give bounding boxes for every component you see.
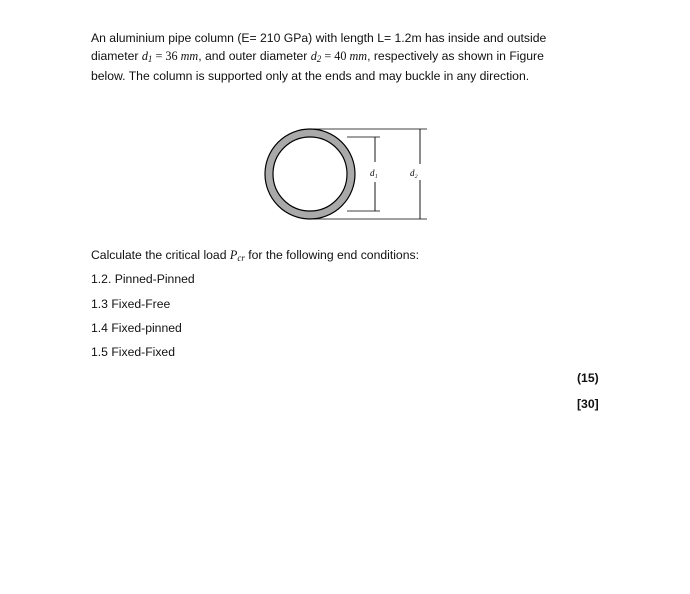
inner-diameter-formula: $d_1 = 36$ mm [141, 48, 199, 64]
item-fixed-free: 1.3 Fixed-Free [91, 297, 171, 311]
d2-label: d₂ [410, 168, 418, 178]
d1-label: d₁ [370, 168, 378, 178]
problem-line-2-prefix: diameter [91, 48, 139, 63]
pipe-cross-section-figure [262, 124, 432, 228]
marks-subtotal: (15) [577, 371, 599, 385]
problem-line-1: An aluminium pipe column (E= 210 GPa) with length L= 1.2m has inside and outside [91, 31, 547, 45]
problem-line-2-mid: , and outer diameter [198, 48, 308, 63]
problem-line-2 [91, 48, 601, 69]
problem-line-2-suffix: , respectively as shown in Figure [367, 48, 544, 63]
question-prompt: Calculate the critical load $P_{cr}$ for the following end conditions: [91, 248, 419, 263]
inner-pipe-bore [273, 137, 347, 211]
outer-diameter-formula: $d_2 = 40$ mm [310, 48, 368, 64]
item-fixed-fixed: 1.5 Fixed-Fixed [91, 345, 175, 359]
critical-load-symbol: $P_{cr}$ [229, 248, 245, 263]
marks-total: [30] [577, 397, 599, 411]
item-pinned-pinned: 1.2. Pinned-Pinned [91, 272, 195, 286]
problem-line-3: below. The column is supported only at the ends and may buckle in any direction. [91, 69, 530, 83]
problem-statement [91, 30, 601, 86]
item-fixed-pinned: 1.4 Fixed-pinned [91, 321, 182, 335]
